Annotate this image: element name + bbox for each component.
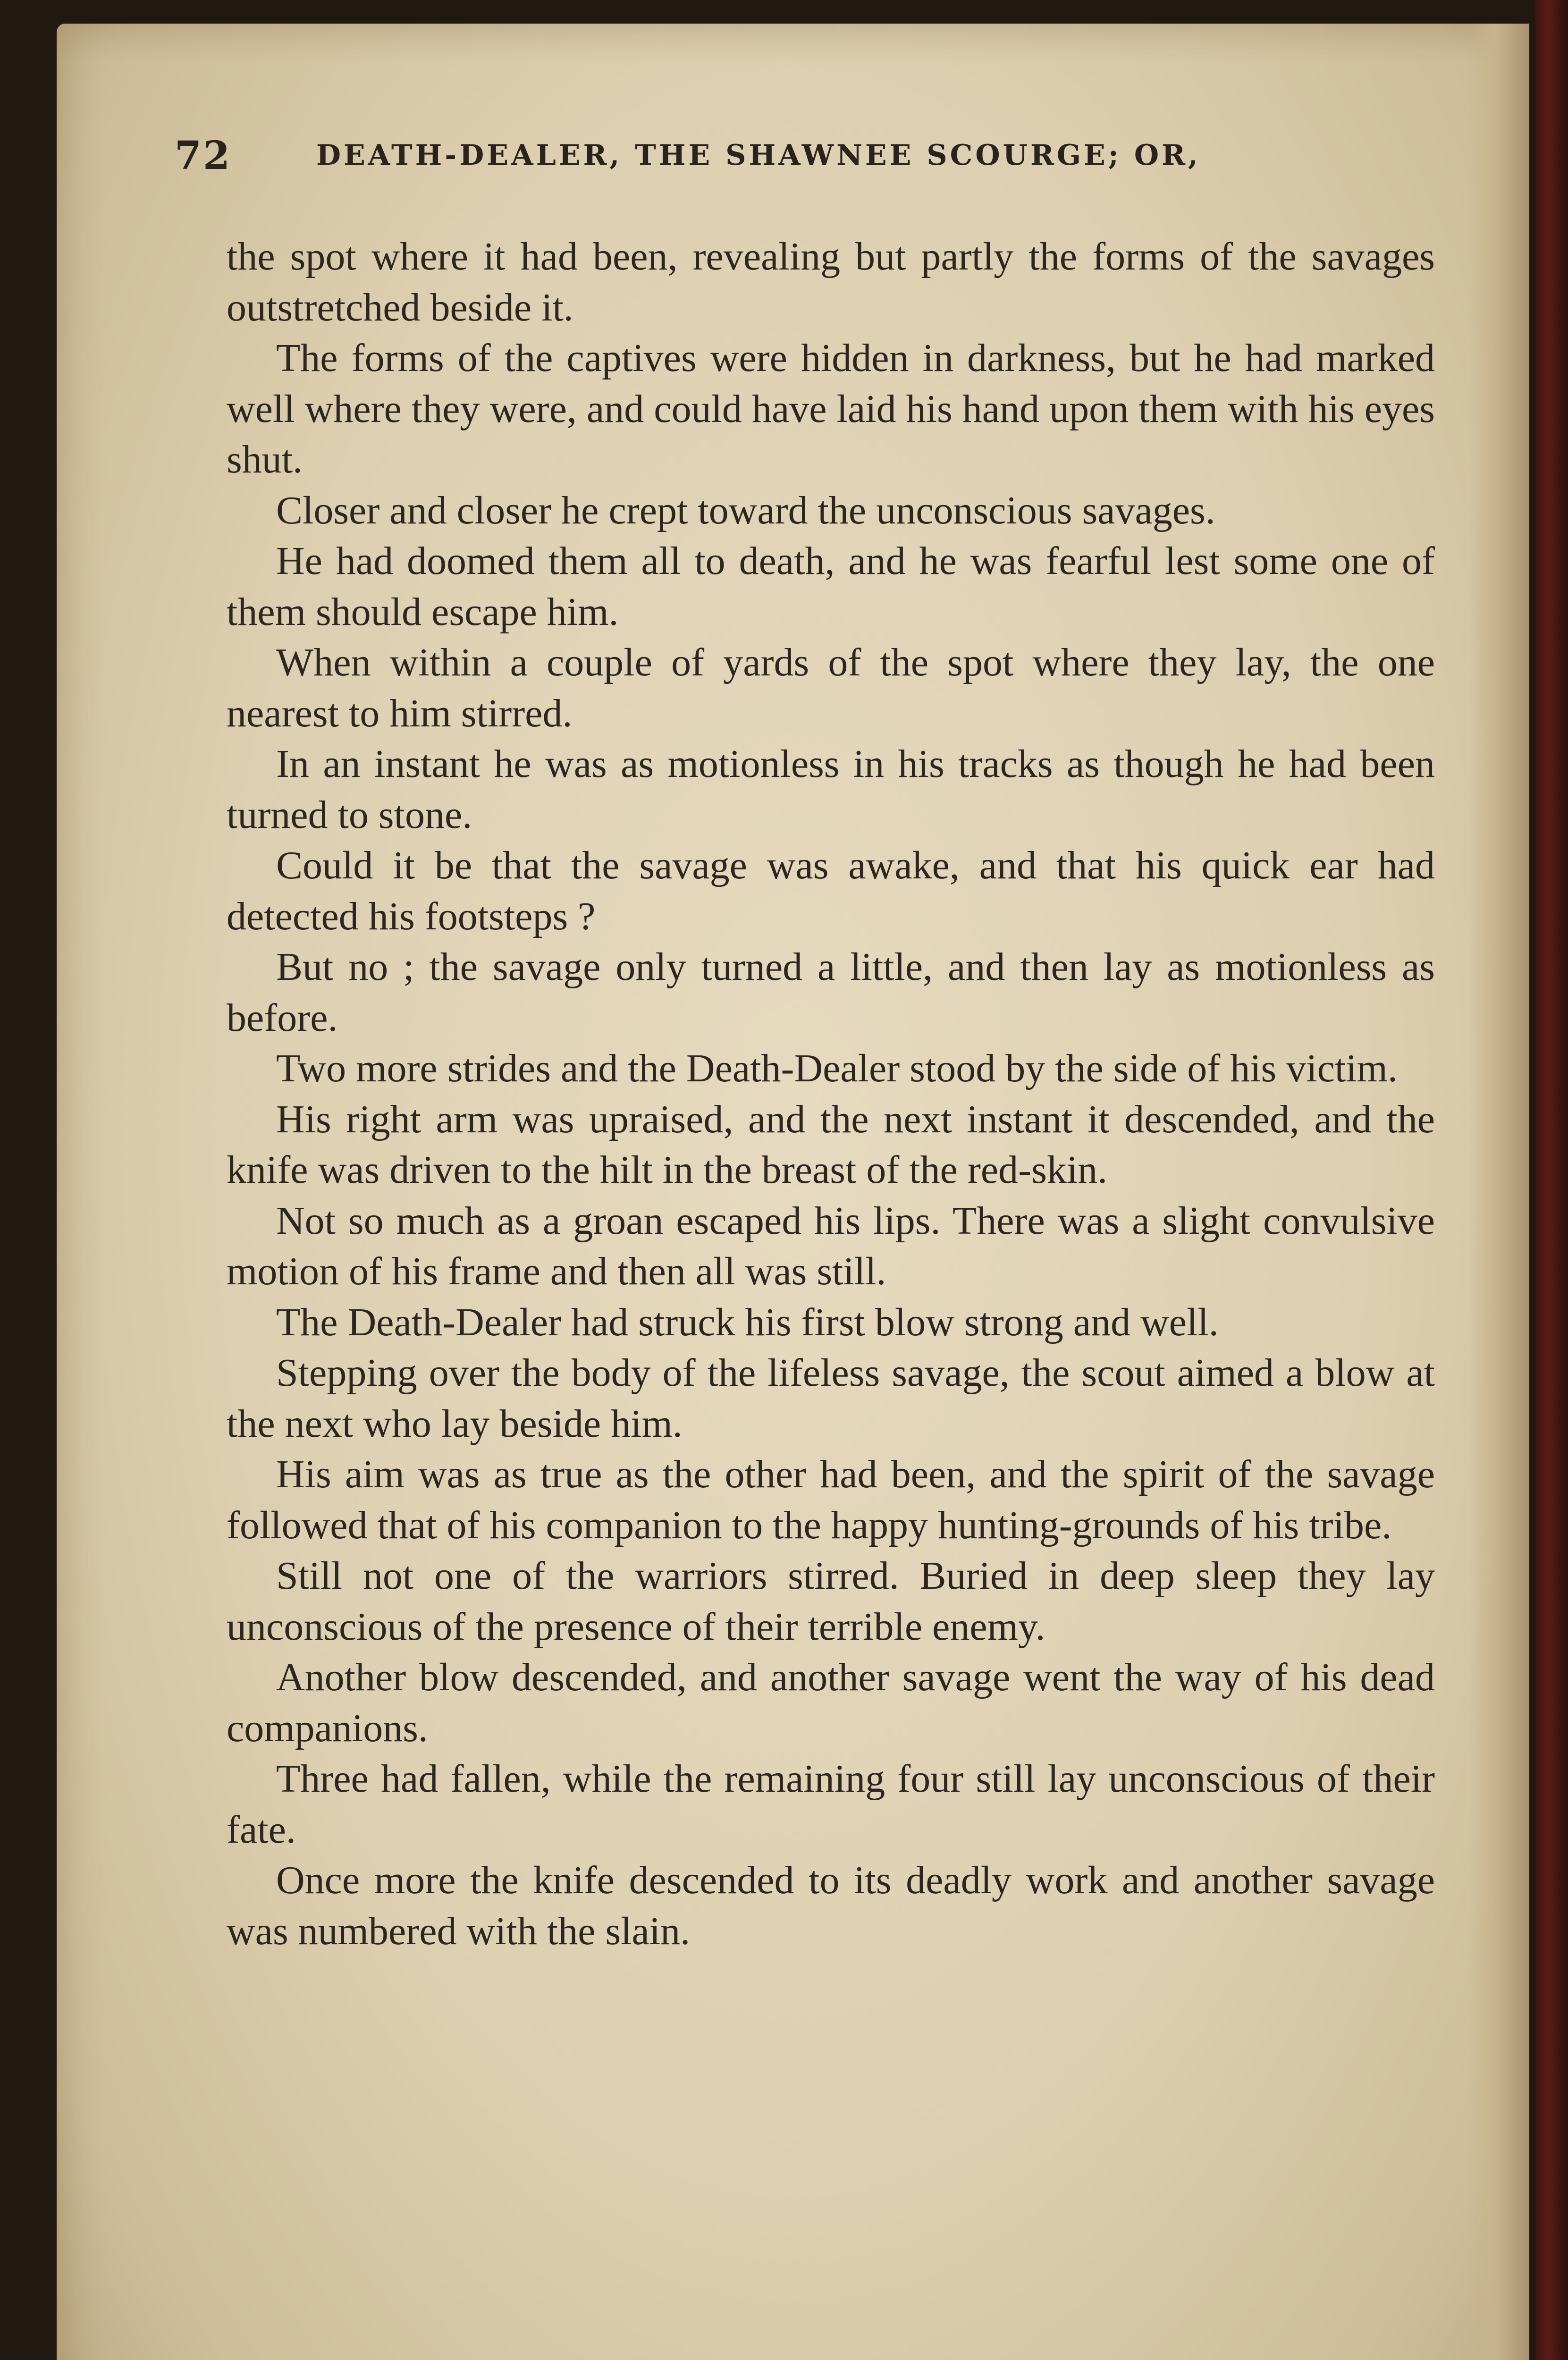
paragraph: Closer and closer he crept toward the unconscious savages. [276,488,1215,532]
paragraph: His right arm was upraised, and the next instant it descended, and the knife was driven to the hilt in the breast of the red-skin. [227,1097,1435,1192]
paragraph: Another blow descended, and another savage went the way of his dead companions. [227,1655,1435,1750]
paragraph: When within a couple of yards of the spot where they lay, the one nearest to him stirred. [227,641,1435,735]
page-header [175,133,1440,190]
paragraph: Still not one of the warriors stirred. Buried in deep sleep they lay unconscious of the presence of their terrible enemy. [227,1554,1435,1649]
paragraph: The Death-Dealer had struck his first blow strong and well. [276,1300,1219,1344]
paragraph: The forms of the captives were hidden in darkness, but he had marked well where they were, and could have laid his hand upon them with his eyes shut. [227,336,1435,481]
paragraph: Not so much as a groan escaped his lips. There was a slight convulsive motion of his frame and then all was still. [227,1198,1435,1293]
page-torn-edge [1468,24,1529,2360]
paragraph: Stepping over the body of the lifeless savage, the scout aimed a blow at the next who lay beside him. [227,1351,1435,1446]
paragraph: His aim was as true as the other had been, and the spirit of the savage followed that of his companion to the happy hunting-grounds of his tribe. [227,1452,1435,1547]
paragraph: Two more strides and the Death-Dealer stood by the side of his victim. [276,1046,1398,1090]
page-number: 72 [175,133,232,178]
body-text [227,231,1435,1956]
paragraph: Three had fallen, while the remaining four still lay unconscious of their fate. [227,1757,1435,1852]
paragraph: He had doomed them all to death, and he was fearful lest some one of them should escape him. [227,539,1435,634]
book-spine [1535,0,1568,2360]
running-title: DEATH-DEALER, THE SHAWNEE SCOURGE; OR, [316,139,1201,172]
paragraph: Could it be that the savage was awake, and that his quick ear had detected his footsteps ? [227,843,1435,938]
paragraph: In an instant he was as motionless in his tracks as though he had been turned to stone. [227,742,1435,837]
paragraph: Once more the knife descended to its deadly work and another savage was numbered with the slain. [227,1858,1435,1953]
paragraph-continuation: the spot where it had been, revealing but partly the forms of the savages outstretched beside it. [227,235,1435,329]
paragraph: But no ; the savage only turned a little, and then lay as motionless as before. [227,945,1435,1040]
